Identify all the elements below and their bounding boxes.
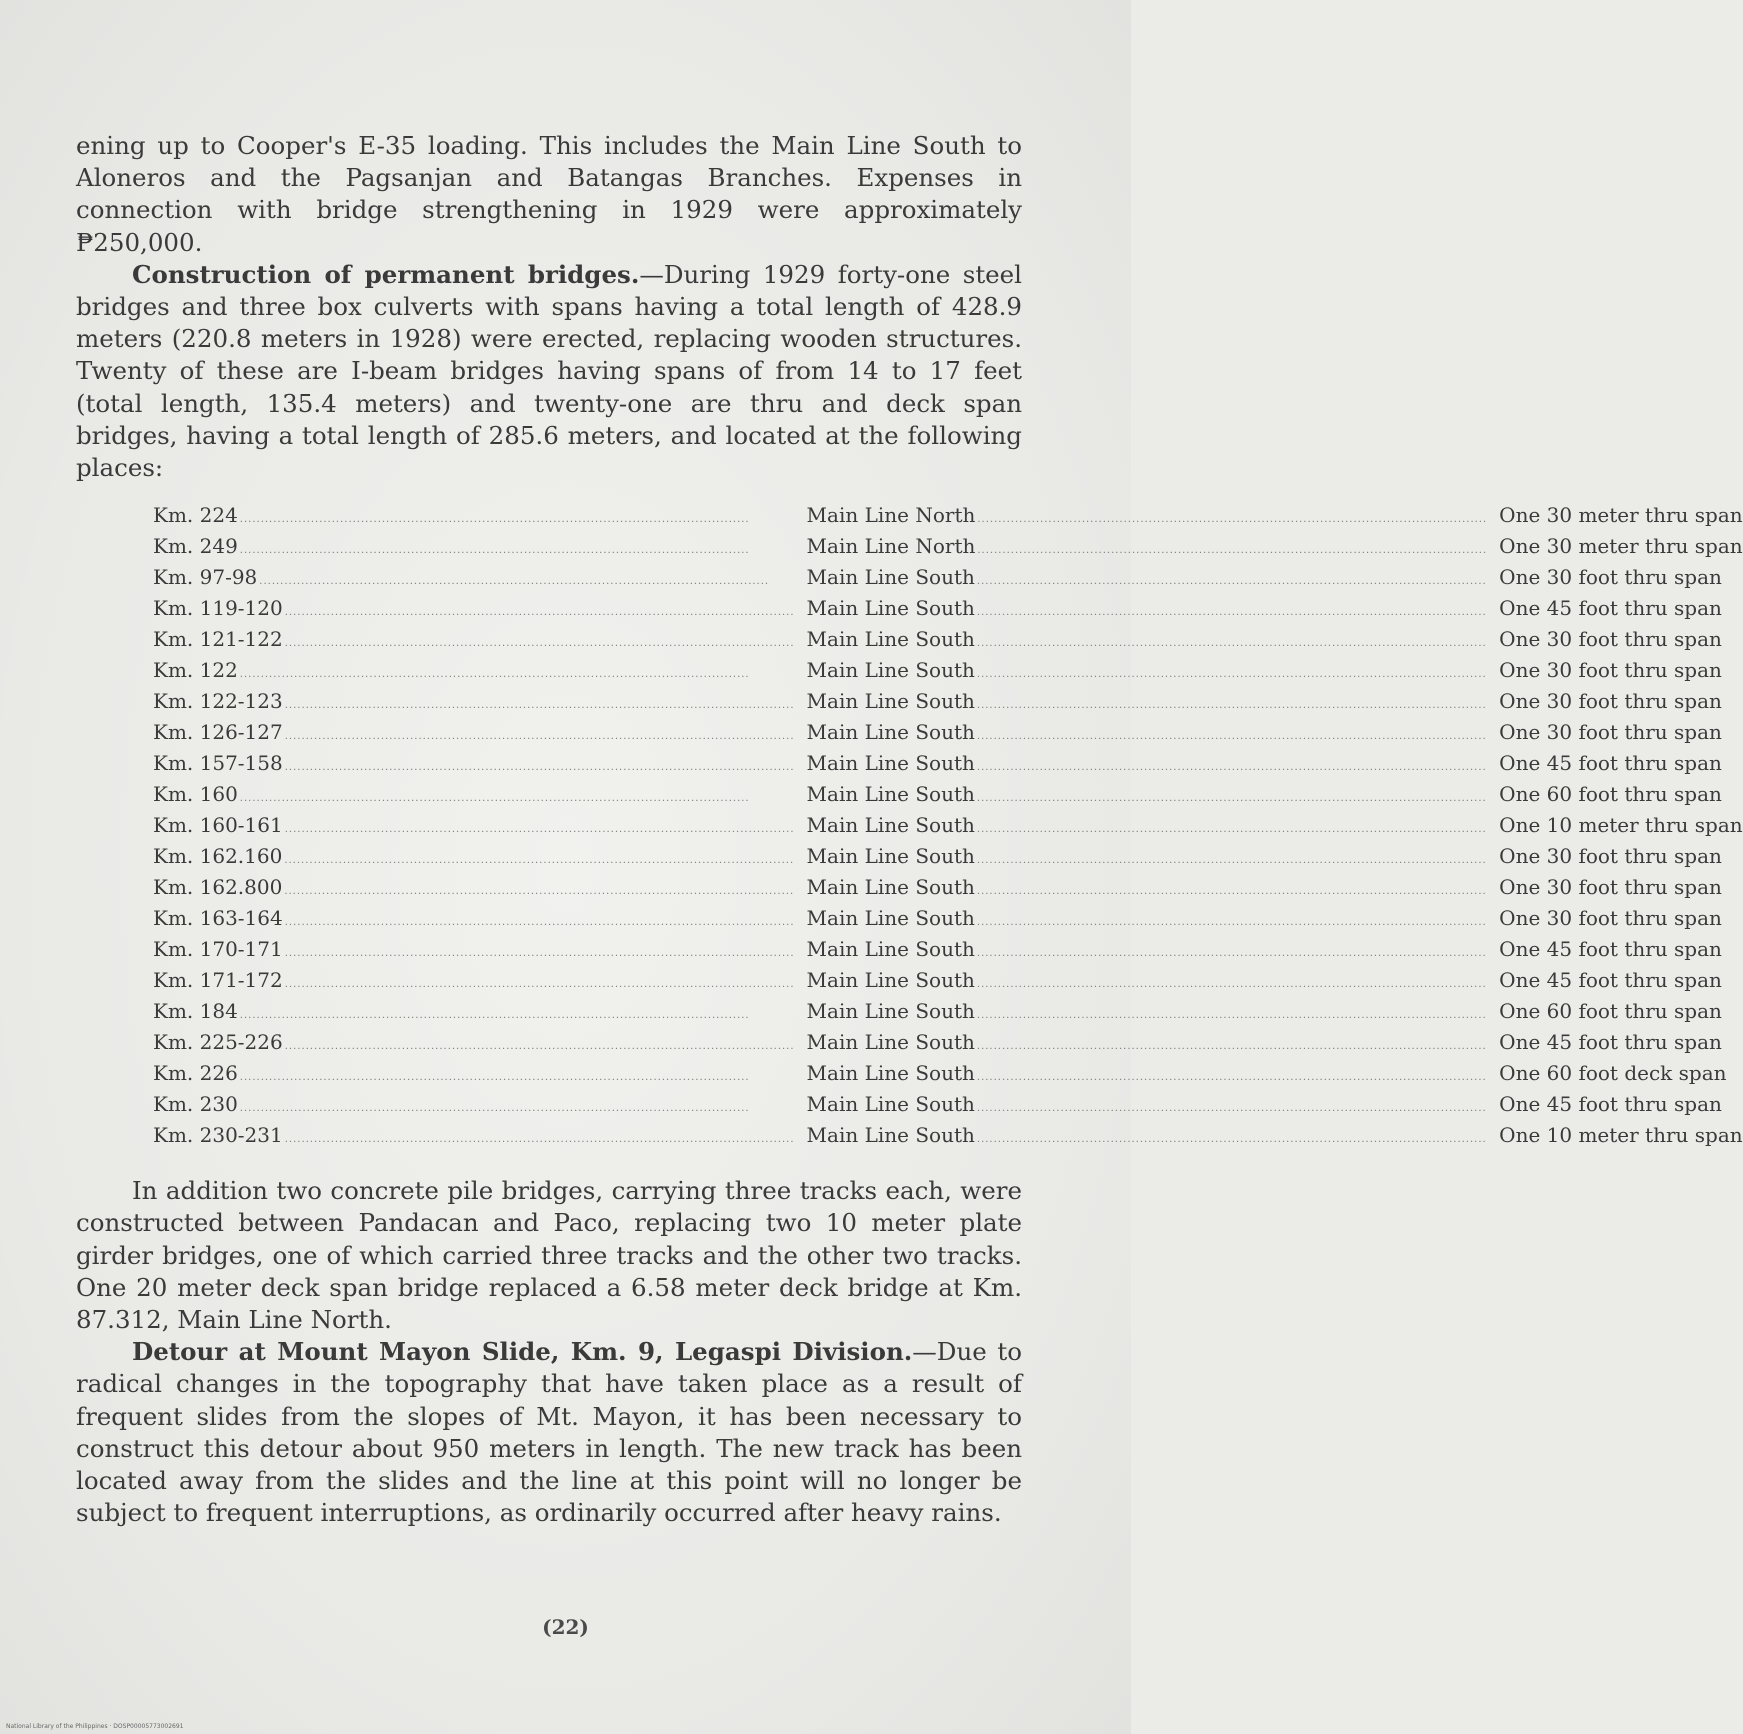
- leader-dots: [240, 1002, 795, 1029]
- leader-dots: [977, 878, 1487, 905]
- line-cell: Main Line North .....: [807, 533, 1500, 564]
- table-row: [153, 1122, 1743, 1153]
- km-cell: Km. 157-158 .....: [153, 750, 807, 781]
- table-row: [153, 812, 1743, 843]
- km-cell: Km. 224 .....: [153, 502, 807, 533]
- leader-dots: [285, 599, 795, 626]
- table-row: [153, 1091, 1743, 1122]
- leader-dots: [285, 723, 795, 750]
- permanent-bridges-text: —During 1929 forty-one steel bridges and three box culverts with spans having a total length of 428.9 meters (220.8 meters in 1928) were erected, replacing wooden structures. Twenty of these are I-beam bridges having spans of from 14 to 17 feet (total length, 135.4 meters) and twenty-one are thru and deck span bridges, having a total length of 285.6 meters, and located at the following places:: [76, 259, 1023, 483]
- line-cell: Main Line South .....: [807, 719, 1500, 750]
- span-cell: One 30 foot thru span: [1499, 565, 1722, 590]
- mayon-detour-paragraph: [76, 1336, 1022, 1529]
- leader-dots: [977, 661, 1487, 688]
- line-cell: Main Line South .....: [807, 936, 1500, 967]
- km-cell: Km. 230-231 .....: [153, 1122, 807, 1153]
- leader-dots: [977, 1002, 1487, 1029]
- leader-dots: [977, 723, 1487, 750]
- line-cell: Main Line South .....: [807, 1029, 1500, 1060]
- leader-dots: [285, 1126, 795, 1153]
- mayon-detour-heading: Detour at Mount Mayon Slide, Km. 9, Legaspi Division.: [132, 1337, 913, 1367]
- span-cell: One 30 foot thru span: [1499, 658, 1722, 683]
- line-cell: Main Line South .....: [807, 564, 1500, 595]
- span-cell: One 10 meter thru span: [1499, 1123, 1743, 1148]
- leader-dots: [240, 506, 795, 533]
- line-cell: Main Line South .....: [807, 874, 1500, 905]
- line-cell: Main Line South .....: [807, 781, 1500, 812]
- table-row: [153, 595, 1743, 626]
- km-cell: Km. 170-171 .....: [153, 936, 807, 967]
- span-cell: One 45 foot thru span: [1499, 968, 1722, 993]
- line-cell: Main Line North .....: [807, 502, 1500, 533]
- span-cell: One 30 foot thru span: [1499, 875, 1722, 900]
- leader-dots: [285, 1033, 795, 1060]
- leader-dots: [977, 1126, 1487, 1153]
- leader-dots: [977, 1033, 1487, 1060]
- span-cell: One 60 foot thru span: [1499, 782, 1722, 807]
- km-cell: Km. 225-226 .....: [153, 1029, 807, 1060]
- table-row: [153, 657, 1743, 688]
- permanent-bridges-heading: Construction of permanent bridges.: [132, 259, 640, 289]
- km-cell: Km. 126-127 .....: [153, 719, 807, 750]
- line-cell: Main Line South .....: [807, 626, 1500, 657]
- table-row: [153, 998, 1743, 1029]
- leader-dots: [285, 971, 795, 998]
- leader-dots: [977, 692, 1487, 719]
- table-row: [153, 936, 1743, 967]
- km-cell: Km. 230 .....: [153, 1091, 807, 1122]
- permanent-bridges-paragraph: [76, 259, 1022, 484]
- line-cell: Main Line South .....: [807, 812, 1500, 843]
- km-cell: Km. 162.800 .....: [153, 874, 807, 905]
- table-row: [153, 781, 1743, 812]
- line-cell: Main Line South .....: [807, 1122, 1500, 1153]
- km-cell: Km. 160 .....: [153, 781, 807, 812]
- leader-dots: [240, 785, 795, 812]
- leader-dots: [240, 537, 795, 564]
- leader-dots: [285, 940, 795, 967]
- leader-dots: [977, 940, 1487, 967]
- span-cell: One 45 foot thru span: [1499, 751, 1722, 776]
- leader-dots: [285, 754, 795, 781]
- span-cell: One 30 meter thru span: [1499, 503, 1743, 528]
- span-cell: One 60 foot thru span: [1499, 999, 1722, 1024]
- table-row: [153, 750, 1743, 781]
- km-cell: Km. 162.160 .....: [153, 843, 807, 874]
- leader-dots: [285, 630, 795, 657]
- table-row: [153, 874, 1743, 905]
- leader-dots: [977, 599, 1487, 626]
- leader-dots: [285, 692, 795, 719]
- span-cell: One 45 foot thru span: [1499, 596, 1722, 621]
- leader-dots: [977, 1064, 1487, 1091]
- span-cell: One 10 meter thru span: [1499, 813, 1743, 838]
- km-cell: Km. 160-161 .....: [153, 812, 807, 843]
- line-cell: Main Line South .....: [807, 998, 1500, 1029]
- line-cell: Main Line South .....: [807, 595, 1500, 626]
- span-cell: One 45 foot thru span: [1499, 937, 1722, 962]
- leader-dots: [259, 568, 794, 595]
- span-cell: One 60 foot deck span: [1499, 1061, 1727, 1086]
- pile-bridges-paragraph: In addition two concrete pile bridges, carrying three tracks each, were constructed between Pandacan and Paco, replacing two 10 meter plate girder bridges, one of which carried three tracks and the other two tracks. One 20 meter deck span bridge replaced a 6.58 meter deck bridge at Km. 87.312, Main Line North.: [76, 1176, 1022, 1335]
- km-cell: Km. 122-123 .....: [153, 688, 807, 719]
- km-cell: Km. 226 .....: [153, 1060, 807, 1091]
- km-cell: Km. 249 .....: [153, 533, 807, 564]
- span-cell: One 45 foot thru span: [1499, 1092, 1722, 1117]
- km-cell: Km. 121-122 .....: [153, 626, 807, 657]
- line-cell: Main Line South .....: [807, 843, 1500, 874]
- table-row: [153, 719, 1743, 750]
- km-cell: Km. 122 .....: [153, 657, 807, 688]
- span-cell: One 30 foot thru span: [1499, 689, 1722, 714]
- leader-dots: [977, 1095, 1487, 1122]
- table-row: [153, 502, 1743, 533]
- leader-dots: [977, 847, 1487, 874]
- table-row: [153, 626, 1743, 657]
- span-cell: One 45 foot thru span: [1499, 1030, 1722, 1055]
- leader-dots: [977, 537, 1487, 564]
- line-cell: Main Line South .....: [807, 688, 1500, 719]
- leader-dots: [977, 785, 1487, 812]
- span-cell: One 30 foot thru span: [1499, 720, 1722, 745]
- span-cell: One 30 foot thru span: [1499, 844, 1722, 869]
- table-row: [153, 1060, 1743, 1091]
- leader-dots: [977, 568, 1487, 595]
- leader-dots: [284, 847, 794, 874]
- km-cell: Km. 163-164 .....: [153, 905, 807, 936]
- table-row: [153, 843, 1743, 874]
- leader-dots: [240, 1095, 795, 1122]
- line-cell: Main Line South .....: [807, 657, 1500, 688]
- leader-dots: [284, 878, 794, 905]
- span-cell: One 30 foot thru span: [1499, 627, 1722, 652]
- bridge-location-table: [153, 502, 1743, 1153]
- document-content: [76, 130, 1743, 1529]
- leader-dots: [240, 1064, 795, 1091]
- line-cell: Main Line South .....: [807, 967, 1500, 998]
- km-cell: Km. 97-98 .....: [153, 564, 807, 595]
- table-row: [153, 564, 1743, 595]
- line-cell: Main Line South .....: [807, 1060, 1500, 1091]
- leader-dots: [977, 816, 1487, 843]
- line-cell: Main Line South .....: [807, 905, 1500, 936]
- table-row: [153, 967, 1743, 998]
- leader-dots: [977, 971, 1487, 998]
- page-number: (22): [542, 1615, 589, 1639]
- leader-dots: [977, 630, 1487, 657]
- leader-dots: [285, 909, 795, 936]
- line-cell: Main Line South .....: [807, 750, 1500, 781]
- intro-paragraph: ening up to Cooper's E-35 loading. This includes the Main Line South to Aloneros and the Pagsanjan and Batangas Branches. Expenses in connection with bridge strengthening in 1929 were approximately ₱250,000.: [76, 131, 1022, 257]
- leader-dots: [240, 661, 795, 688]
- leader-dots: [977, 909, 1487, 936]
- leader-dots: [977, 754, 1487, 781]
- km-cell: Km. 184 .....: [153, 998, 807, 1029]
- table-row: [153, 905, 1743, 936]
- line-cell: Main Line South .....: [807, 1091, 1500, 1122]
- table-row: [153, 688, 1743, 719]
- mayon-detour-text: —Due to radical changes in the topography that have taken place as a result of frequent slides from the slopes of Mt. Mayon, it has been necessary to construct this detour about 950 meters in length. The new track has been located away from the slides and the line at this point will no longer be subject to frequent interruptions, as ordinarily occurred after heavy rains.: [76, 1337, 1022, 1528]
- table-row: [153, 533, 1743, 564]
- span-cell: One 30 foot thru span: [1499, 906, 1722, 931]
- span-cell: One 30 meter thru span: [1499, 534, 1743, 559]
- km-cell: Km. 119-120 .....: [153, 595, 807, 626]
- table-row: [153, 1029, 1743, 1060]
- scan-credit: National Library of the Philippines · DOSP00005773002691: [6, 1723, 184, 1730]
- leader-dots: [977, 506, 1487, 533]
- km-cell: Km. 171-172 .....: [153, 967, 807, 998]
- leader-dots: [285, 816, 795, 843]
